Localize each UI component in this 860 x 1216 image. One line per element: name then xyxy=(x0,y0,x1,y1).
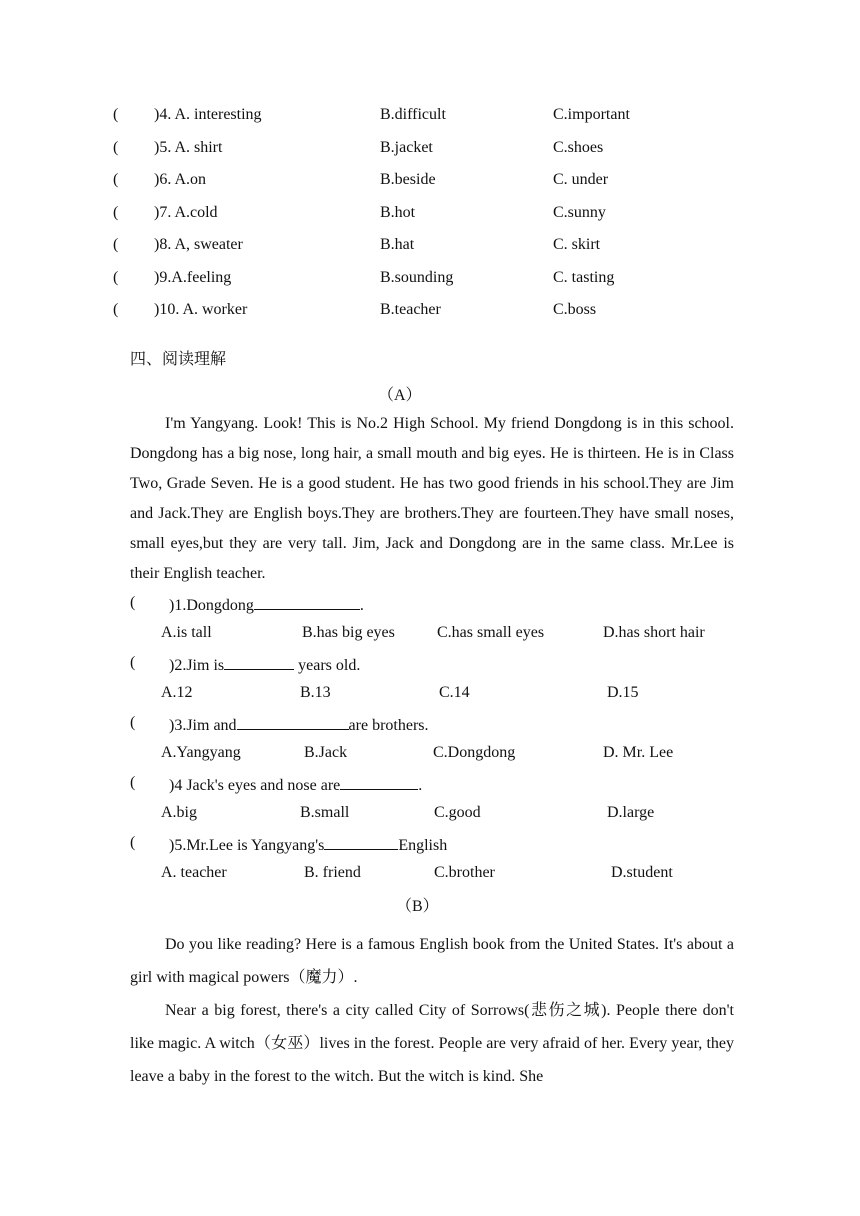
option-b: B.small xyxy=(300,804,350,821)
question-prefix: )5.Mr.Lee is Yangyang's xyxy=(169,837,325,854)
question-prefix: )1.Dongdong xyxy=(169,597,254,614)
option-b: B.has big eyes xyxy=(302,624,395,641)
option-d: D.15 xyxy=(607,684,639,701)
option-a: )5. A. shirt xyxy=(154,139,223,156)
answer-paren: ( xyxy=(130,714,136,731)
answer-paren: ( xyxy=(113,204,119,221)
option-b: B.jacket xyxy=(380,139,433,156)
question-prefix: )3.Jim and xyxy=(169,717,237,734)
choice-row xyxy=(0,301,860,325)
option-b: B.hot xyxy=(380,204,416,221)
question-suffix: English xyxy=(398,837,448,854)
option-d: D.student xyxy=(611,864,673,881)
option-c: C.has small eyes xyxy=(437,624,545,641)
answer-blank xyxy=(224,654,294,670)
option-a: )6. A.on xyxy=(154,171,206,188)
question-text xyxy=(169,594,364,615)
option-a: )8. A, sweater xyxy=(154,236,243,253)
answer-blank xyxy=(254,594,360,610)
answer-paren: ( xyxy=(113,301,119,318)
option-b: B.difficult xyxy=(380,106,446,123)
option-c: C. skirt xyxy=(553,236,601,253)
answer-paren: ( xyxy=(130,834,136,851)
option-b: B. friend xyxy=(304,864,361,881)
answer-paren: ( xyxy=(113,171,119,188)
option-c: C.important xyxy=(553,106,630,123)
answer-blank xyxy=(237,714,349,730)
option-a: A.is tall xyxy=(161,624,212,641)
question-text xyxy=(169,654,360,675)
choice-row xyxy=(0,106,860,130)
option-d: D. Mr. Lee xyxy=(603,744,674,761)
question-text xyxy=(169,774,422,795)
option-b: B.13 xyxy=(300,684,331,701)
choice-row xyxy=(0,171,860,195)
answer-blank xyxy=(324,834,398,850)
question-text xyxy=(169,834,447,855)
option-d: D.has short hair xyxy=(603,624,705,641)
option-a: )4. A. interesting xyxy=(154,106,262,123)
option-c: C. tasting xyxy=(553,269,615,286)
choice-row xyxy=(0,269,860,293)
part-b-para-1 xyxy=(130,928,734,994)
option-c: C. under xyxy=(553,171,609,188)
part-b-para-2-text: Near a big forest, there's a city called City of Sorrows(悲伤之城). People there don't like magic. A witch（女巫）lives in the forest. People are very afraid of her. Every year, they leave a baby in the forest to the witch. But the witch is kind. She xyxy=(130,1002,734,1085)
choice-row xyxy=(0,139,860,163)
option-c: C.sunny xyxy=(553,204,606,221)
part-a-label: （A） xyxy=(378,387,422,404)
option-a: A.big xyxy=(161,804,197,821)
answer-paren: ( xyxy=(113,236,119,253)
question-suffix: years old. xyxy=(294,657,361,674)
option-c: C.shoes xyxy=(553,139,604,156)
part-b-para-2 xyxy=(130,994,734,1093)
part-a-passage xyxy=(130,409,734,589)
option-b: B.Jack xyxy=(304,744,348,761)
option-a: )7. A.cold xyxy=(154,204,218,221)
question-prefix: )4 Jack's eyes and nose are xyxy=(169,777,341,794)
question-suffix: are brothers. xyxy=(348,717,429,734)
question-suffix: . xyxy=(359,597,364,614)
part-a-passage-text: I'm Yangyang. Look! This is No.2 High School. My friend Dongdong is in this school. Dongdong has a big nose, long hair, a small mouth and big eyes. He is thirteen. He is in Class Two, Grade Seven. He is a good student. He has two good friends in his school.They are Jim and Jack.They are English boys.They are brothers.They are fourteen.They have small noses, small eyes,but they are very tall. Jim, Jack and Dongdong are in the same class. Mr.Lee is their English teacher. xyxy=(130,415,734,582)
option-c: C.boss xyxy=(553,301,597,318)
option-b: B.hat xyxy=(380,236,415,253)
option-c: C.good xyxy=(434,804,481,821)
option-a: )10. A. worker xyxy=(154,301,248,318)
option-a: A. teacher xyxy=(161,864,227,881)
part-b-para-1-text: Do you like reading? Here is a famous English book from the United States. It's about a girl with magical powers（魔力）. xyxy=(130,936,734,986)
option-c: C.brother xyxy=(434,864,495,881)
answer-paren: ( xyxy=(113,139,119,156)
option-b: B.beside xyxy=(380,171,436,188)
answer-paren: ( xyxy=(113,106,119,123)
option-a: A.Yangyang xyxy=(161,744,241,761)
question-prefix: )2.Jim is xyxy=(169,657,225,674)
option-a: )9.A.feeling xyxy=(154,269,232,286)
option-c: C.14 xyxy=(439,684,470,701)
question-suffix: . xyxy=(418,777,423,794)
part-b-label: （B） xyxy=(396,898,439,915)
section-heading: 四、阅读理解 xyxy=(130,351,227,368)
answer-blank xyxy=(340,774,418,790)
option-a: A.12 xyxy=(161,684,193,701)
answer-paren: ( xyxy=(113,269,119,286)
option-c: C.Dongdong xyxy=(433,744,516,761)
answer-paren: ( xyxy=(130,594,136,611)
option-d: D.large xyxy=(607,804,655,821)
choice-row xyxy=(0,204,860,228)
question-text xyxy=(169,714,429,735)
option-b: B.teacher xyxy=(380,301,441,318)
option-b: B.sounding xyxy=(380,269,454,286)
answer-paren: ( xyxy=(130,654,136,671)
choice-row xyxy=(0,236,860,260)
answer-paren: ( xyxy=(130,774,136,791)
